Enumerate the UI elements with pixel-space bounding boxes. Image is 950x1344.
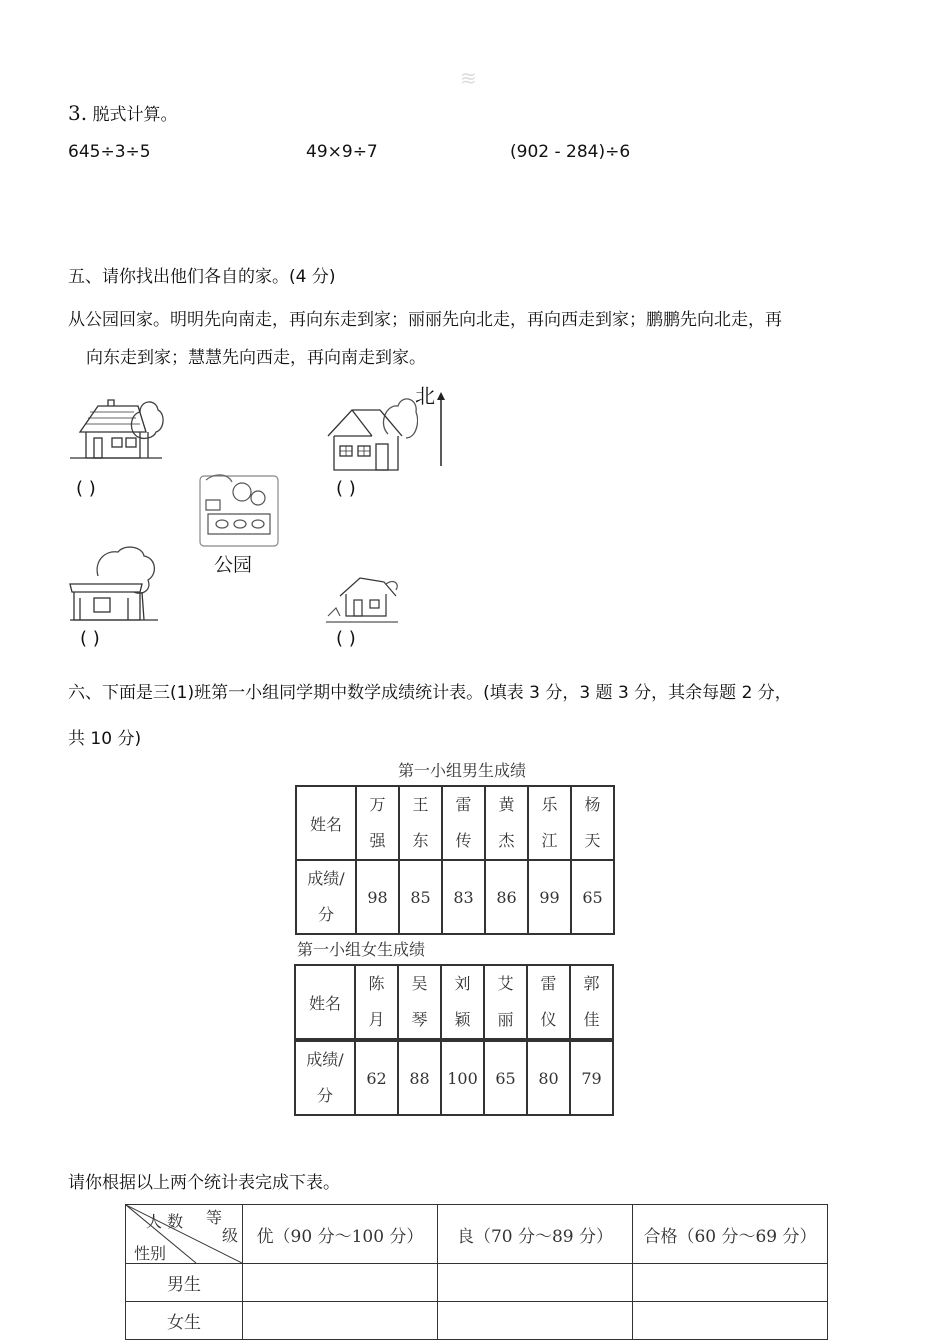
summary-row-boys: 男生 [126,1264,243,1302]
section5-line2: 向东走到家；慧慧先向西走，再向南走到家。 [86,348,426,368]
boys-score-table [295,785,615,935]
watermark: ≋ [460,66,477,90]
girls-score-header: 成绩/ 分 [295,1041,355,1115]
girls-score-cell: 62 [355,1041,398,1115]
summary-col-good: 良（70 分～89 分） [438,1205,633,1264]
section3-title-text: 脱式计算。 [92,105,178,125]
summary-input-cell[interactable] [438,1264,633,1302]
expression-1: 645÷3÷5 [68,142,151,162]
house-1-image [68,392,164,466]
section5-line1: 从公园回家。明明先向南走，再向东走到家；丽丽先向北走，再向西走到家；鹏鹏先向北走，再 [68,310,782,330]
corner-gender-label: 性别 [134,1244,167,1263]
expression-3: (902 - 284)÷6 [510,142,631,162]
boys-name-header: 姓名 [296,786,356,860]
north-arrow-icon [434,390,448,472]
boys-score-cell: 65 [571,860,614,934]
section5-title: 五、请你找出他们各自的家。(4 分) [68,267,336,287]
boys-score-cell: 86 [485,860,528,934]
boys-name-cell: 王 东 [399,786,442,860]
boys-score-header: 成绩/ 分 [296,860,356,934]
house-3-image [68,544,160,628]
house-4-blank[interactable]: ( ) [336,628,356,649]
summary-input-cell[interactable] [243,1264,438,1302]
house-2-blank[interactable]: ( ) [336,478,356,499]
summary-corner-header [126,1205,243,1264]
boys-table-caption: 第一小组男生成绩 [398,761,527,780]
summary-table [125,1204,828,1340]
girls-name-header: 姓名 [295,965,355,1039]
girls-name-cell: 艾 丽 [484,965,527,1039]
boys-score-cell: 99 [528,860,571,934]
girls-score-table [294,1040,614,1116]
house-2-image [322,394,418,478]
summary-instruction-text: 请你根据以上两个统计表完成下表。 [68,1173,340,1193]
section3-number: 3. [68,101,88,125]
corner-grade-label-2: 级 [222,1226,239,1245]
girls-score-cell: 100 [441,1041,484,1115]
section6-title-line2: 共 10 分) [68,729,142,749]
north-label: 北 [415,384,435,408]
section3-title [68,100,178,125]
boys-score-cell: 98 [356,860,399,934]
girls-score-cell: 88 [398,1041,441,1115]
summary-input-cell[interactable] [438,1302,633,1340]
boys-name-cell: 杨 天 [571,786,614,860]
girls-name-cell: 陈 月 [355,965,398,1039]
house-4-image [324,572,402,630]
summary-input-cell[interactable] [633,1302,828,1340]
summary-col-excellent: 优（90 分～100 分） [243,1205,438,1264]
girls-name-cell: 刘 颖 [441,965,484,1039]
girls-name-cell: 郭 佳 [570,965,613,1039]
girls-name-cell: 吴 琴 [398,965,441,1039]
summary-col-pass: 合格（60 分～69 分） [633,1205,828,1264]
boys-name-cell: 黄 杰 [485,786,528,860]
park-image [198,470,280,552]
section6-title-line1: 六、下面是三(1)班第一小组同学期中数学成绩统计表。(填表 3 分，3 题 3 分，其余每题 2 分， [68,683,792,703]
girls-score-cell: 65 [484,1041,527,1115]
girls-score-cell: 80 [527,1041,570,1115]
girls-table-caption: 第一小组女生成绩 [297,940,426,959]
corner-grade-label: 等 [206,1208,223,1227]
boys-score-cell: 85 [399,860,442,934]
summary-input-cell[interactable] [633,1264,828,1302]
boys-name-cell: 雷 传 [442,786,485,860]
corner-people-label: 人 数 [146,1212,184,1231]
summary-row-girls: 女生 [126,1302,243,1340]
house-1-blank[interactable]: ( ) [76,478,96,499]
summary-input-cell[interactable] [243,1302,438,1340]
boys-name-cell: 乐 江 [528,786,571,860]
girls-name-cell: 雷 仪 [527,965,570,1039]
boys-name-cell: 万 强 [356,786,399,860]
girls-names-table [294,964,614,1040]
expression-2: 49×9÷7 [306,142,378,162]
park-label: 公园 [214,554,253,576]
house-3-blank[interactable]: ( ) [80,628,100,649]
boys-score-cell: 83 [442,860,485,934]
girls-score-cell: 79 [570,1041,613,1115]
